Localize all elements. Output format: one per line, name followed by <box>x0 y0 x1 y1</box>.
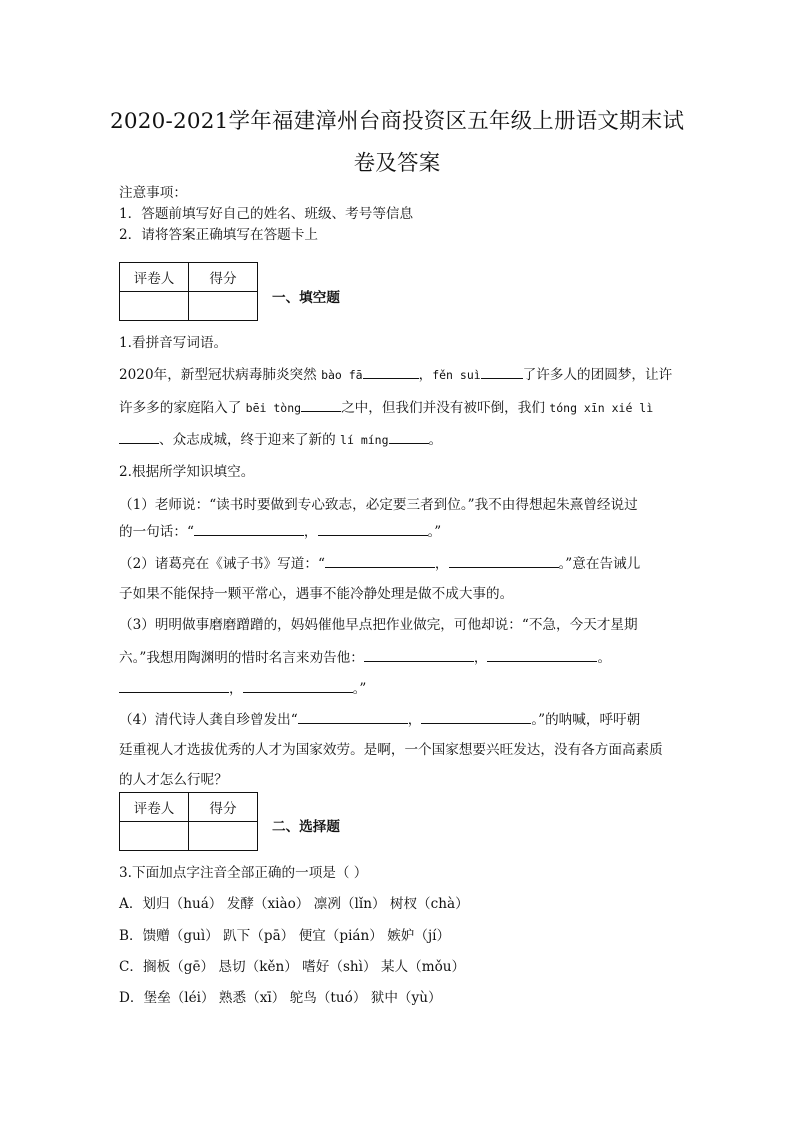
question-1-line-3 <box>119 428 442 448</box>
q2-part2-line1 <box>119 552 640 572</box>
answer-blank[interactable] <box>363 366 419 379</box>
q2-part3-line3 <box>119 677 366 697</box>
q2-part1-line1: （1）老师说：“读书时要做到专心致志，必定要三者到位。”我不由得想起朱熹曾经说过 <box>119 497 638 513</box>
q2-part4-line1 <box>119 708 640 728</box>
answer-blank[interactable] <box>243 680 353 693</box>
answer-blank[interactable] <box>389 431 429 444</box>
question-1-line-1 <box>119 363 672 383</box>
pinyin-prompt: tóng xīn xié lì <box>549 401 654 415</box>
q2-part1-line2 <box>119 520 441 540</box>
answer-blank[interactable] <box>364 649 474 662</box>
q2-text: （2）诸葛亮在《诫子书》写道：“ <box>119 556 325 572</box>
q1-text: ， <box>418 367 433 383</box>
q2-text: ， <box>473 650 488 666</box>
q2-text: 。” <box>352 681 367 697</box>
q2-part4-line2: 廷重视人才选拔优秀的人才为国家效劳。是啊，一个国家想要兴旺发达，没有各方面高素质 <box>119 742 663 758</box>
q1-text: 。 <box>428 432 443 448</box>
q2-text: ， <box>303 524 318 540</box>
q2-text: 。” <box>427 524 442 540</box>
question-2-stem: 2.根据所学知识填空。 <box>119 464 255 480</box>
answer-blank[interactable] <box>481 366 523 379</box>
question-1-stem: 1.看拼音写词语。 <box>119 335 228 351</box>
question-3-stem: 3.下面加点字注音全部正确的一项是（ ） <box>119 865 368 881</box>
question-1-line-2 <box>119 396 653 416</box>
answer-blank[interactable] <box>301 399 341 412</box>
q2-text: ， <box>229 681 243 697</box>
q3-option-d: D．堡垒（léi） 熟悉（xī） 鸵鸟（tuó） 狱中（yù） <box>119 990 442 1006</box>
q2-text: 。”的呐喊，呼吁朝 <box>531 712 641 728</box>
answer-blank[interactable] <box>119 431 159 444</box>
q2-text: （4）清代诗人龚自珍曾发出“ <box>119 712 298 728</box>
answer-blank[interactable] <box>449 555 559 568</box>
answer-blank[interactable] <box>487 649 597 662</box>
notice-heading: 注意事项： <box>119 185 187 201</box>
score-table-grader-cell <box>120 822 189 851</box>
score-table-score-header: 得分 <box>189 793 258 822</box>
score-table-2 <box>119 792 258 851</box>
q3-option-c: C．搁板（gē） 恳切（kěn） 嗜好（shì） 某人（mǒu） <box>119 959 466 975</box>
notice-item-2: 2．请将答案正确填写在答题卡上 <box>119 227 318 243</box>
q1-text: 、众志成城，终于迎来了新的 <box>159 432 336 448</box>
score-table-grader-header: 评卷人 <box>120 793 189 822</box>
answer-blank[interactable] <box>298 711 408 724</box>
pinyin-prompt: bào fā <box>321 368 363 382</box>
notice-item-1: 1．答题前填写好自己的姓名、班级、考号等信息 <box>119 206 414 222</box>
q1-text: 了许多人的团圆梦，让许 <box>522 367 673 383</box>
score-table-1 <box>119 262 258 321</box>
q2-text: 。 <box>597 650 612 666</box>
q3-option-b: B．馈赠（guì） 趴下（pā） 便宜（pián） 嫉妒（jí） <box>119 928 451 944</box>
q1-text: 2020年，新型冠状病毒肺炎突然 <box>119 367 317 383</box>
section-2-heading: 二、选择题 <box>272 819 340 835</box>
q1-text: 之中，但我们并没有被吓倒，我们 <box>341 400 545 416</box>
exam-title-line2: 卷及答案 <box>353 151 441 176</box>
answer-blank[interactable] <box>119 680 229 693</box>
score-table-score-cell <box>189 822 258 851</box>
pinyin-prompt: lí míng <box>340 433 389 447</box>
answer-blank[interactable] <box>194 523 304 536</box>
q2-text: 六。”我想用陶渊明的惜时名言来劝告他： <box>119 650 364 666</box>
score-table-grader-header: 评卷人 <box>120 263 189 292</box>
q2-part4-line3: 的人才怎么行呢？ <box>119 772 228 788</box>
answer-blank[interactable] <box>318 523 428 536</box>
answer-blank[interactable] <box>421 711 531 724</box>
answer-blank[interactable] <box>325 555 435 568</box>
pinyin-prompt: bēi tòng <box>245 401 302 415</box>
q2-part2-line2: 子如果不能保持一颗平常心，遇事不能冷静处理是做不成大事的。 <box>119 586 514 602</box>
pinyin-prompt: fěn suì <box>432 368 481 382</box>
q2-part3-line1: （3）明明做事磨磨蹭蹭的，妈妈催他早点把作业做完，可他却说：“不急，今天才星期 <box>119 617 638 633</box>
q1-text: 许多多的家庭陷入了 <box>119 400 242 416</box>
score-table-grader-cell <box>120 292 189 321</box>
score-table-score-cell <box>189 292 258 321</box>
section-1-heading: 一、填空题 <box>272 290 340 306</box>
q2-text: ， <box>434 556 449 572</box>
q2-text: 的一句话：“ <box>119 524 194 540</box>
q2-text: ， <box>407 712 422 728</box>
q3-option-a: A．划归（huá） 发酵（xiào） 凛冽（lǐn） 树杈（chà） <box>119 896 469 912</box>
score-table-score-header: 得分 <box>189 263 258 292</box>
q2-part3-line2 <box>119 646 611 666</box>
q2-text: 。”意在告诫儿 <box>558 556 641 572</box>
exam-title-line1: 2020-2021学年福建漳州台商投资区五年级上册语文期末试 <box>110 109 685 134</box>
